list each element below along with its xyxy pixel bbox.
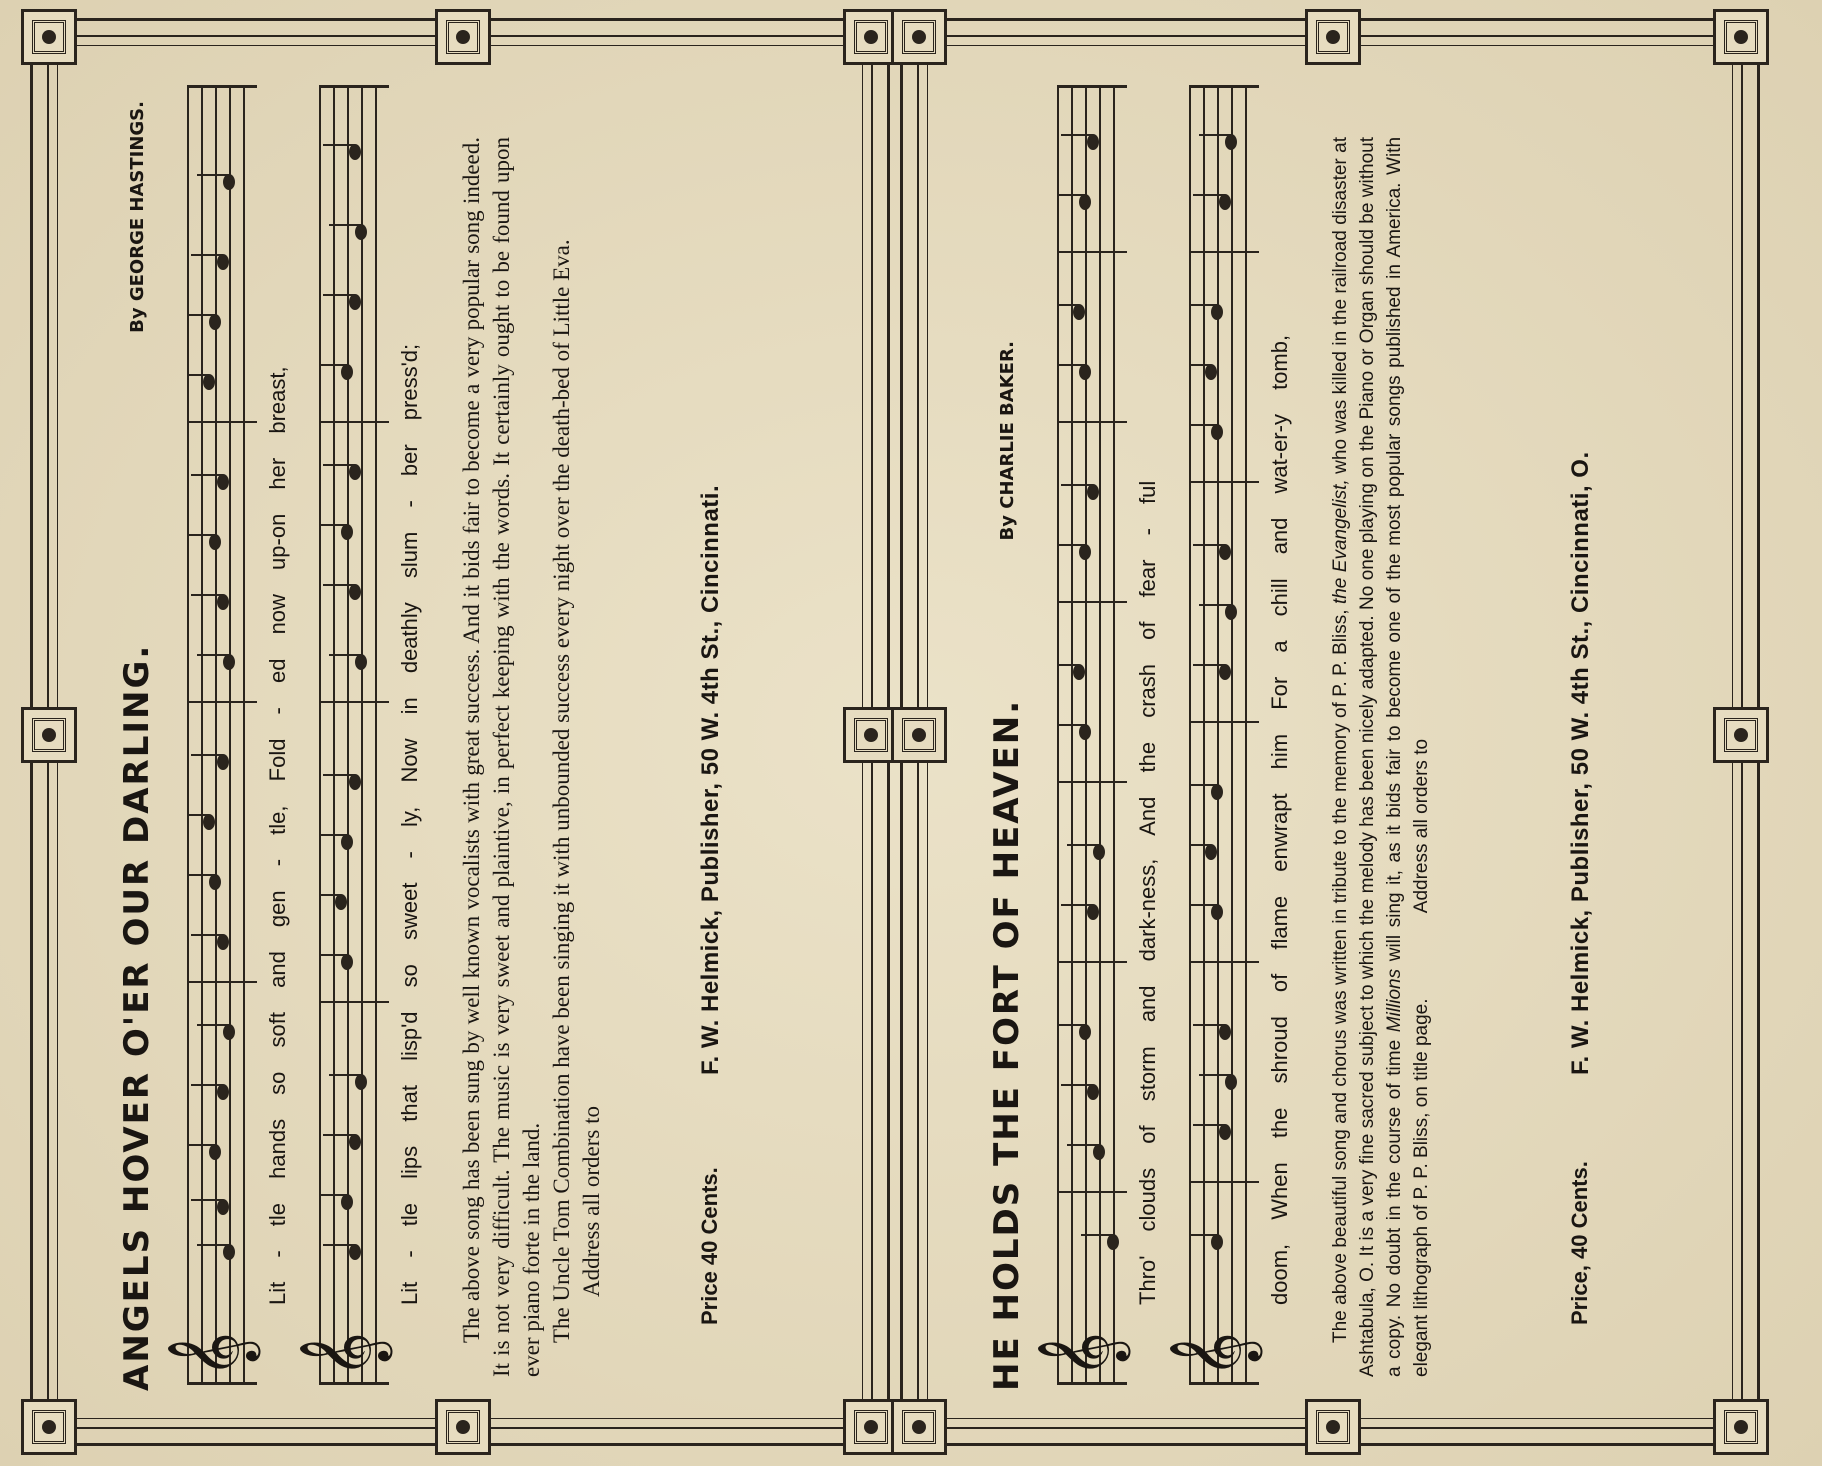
treble-clef-icon: 𝄞 <box>299 1331 389 1378</box>
left-footer <box>697 165 727 1325</box>
lyric-line-1: Thro' clouds of storm and dark-ness, And the crash of fear - ful <box>1135 480 1160 1305</box>
treble-clef-icon: 𝄞 <box>1037 1331 1127 1378</box>
music-staff-2 <box>299 85 389 1385</box>
description-paragraph-2: The Uncle Tom Combination have been singing it with unbounded success every night over the death-bed of Little Eva. <box>549 239 574 1343</box>
right-title-row <box>987 81 1027 1391</box>
notes-icon <box>319 82 389 1382</box>
composer-credit: By GEORGE HASTINGS. <box>127 101 148 333</box>
description-text <box>457 137 607 1377</box>
music-staff-1 <box>1037 85 1127 1385</box>
edge-ornament-icon <box>435 1399 491 1455</box>
song-title: ANGELS HOVER O'ER OUR DARLING. <box>117 643 157 1391</box>
right-footer <box>1567 165 1597 1325</box>
corner-ornament-icon <box>891 9 947 65</box>
treble-clef-icon: 𝄞 <box>167 1331 257 1378</box>
right-song-content <box>927 45 1739 1425</box>
description-text <box>1327 137 1435 1377</box>
price-label: Price 40 Cents. <box>697 1167 722 1325</box>
lyric-line-2: Lit - tle lips that lisp'd so sweet - ly, Now in deathly slum - ber press'd; <box>397 343 422 1305</box>
address-line: Address all orders to <box>1411 738 1432 914</box>
right-song-panel <box>900 18 1760 1446</box>
left-song-panel <box>30 18 890 1446</box>
corner-ornament-icon <box>1713 1399 1769 1455</box>
corner-ornament-icon <box>891 1399 947 1455</box>
corner-ornament-icon <box>21 1399 77 1455</box>
corner-ornament-icon <box>1713 9 1769 65</box>
edge-ornament-icon <box>1305 1399 1361 1455</box>
description-paragraph-1: The above song has been sung by well known vocalists with great success. And it bids fair to become a very popular song indeed. It is not very difficult. The music is very sweet and plaintive, in perfect keeping with the words. It certainly ought to be found upon ever piano forte in the land. <box>459 137 544 1377</box>
notes-icon <box>1057 82 1127 1382</box>
music-staff-1 <box>167 85 257 1385</box>
lyric-line-2: doom, When the shroud of flame enwrapt him For a chill and wat-er-y tomb, <box>1267 334 1292 1305</box>
music-staff-2 <box>1169 85 1259 1385</box>
publisher-label: F. W. Helmick, Publisher, 50 W. 4th St., Cincinnati. <box>697 484 724 1075</box>
lyric-line-1: Lit - tle hands so soft and gen - tle, Fold - ed now up-on her breast, <box>265 366 290 1305</box>
edge-ornament-icon <box>1305 9 1361 65</box>
description-paragraph-1: The above beautiful song and chorus was written in tribute to the memory of P. P. Bliss, the Evangelist, who was killed in the railroad disaster at Ashtabula, O. It is a very fine sacred subject to which the melody has been nicely adapted. No one playing on the Piano or Organ should be without a copy. No doubt in the course of time Millions will sing it, as it bids fair to become one of the most popular songs published in America. With elegant lithograph of P. P. Bliss, on title page. Address all orders to <box>1330 136 1432 1377</box>
composer-credit: By CHARLIE BAKER. <box>997 341 1018 541</box>
publisher-label: F. W. Helmick, Publisher, 50 W. 4th St., Cincinnati, O. <box>1567 451 1594 1075</box>
price-label: Price, 40 Cents. <box>1567 1161 1592 1325</box>
left-title-row <box>117 81 157 1391</box>
address-line: Address all orders to <box>579 1106 604 1297</box>
edge-ornament-icon <box>891 707 947 763</box>
left-song-content <box>57 45 869 1425</box>
edge-ornament-icon <box>435 9 491 65</box>
edge-ornament-icon <box>21 707 77 763</box>
treble-clef-icon: 𝄞 <box>1169 1331 1259 1378</box>
notes-icon <box>1189 82 1259 1382</box>
edge-ornament-icon <box>1713 707 1769 763</box>
notes-icon <box>187 82 257 1382</box>
song-title: HE HOLDS THE FORT OF HEAVEN. <box>987 698 1027 1391</box>
corner-ornament-icon <box>21 9 77 65</box>
